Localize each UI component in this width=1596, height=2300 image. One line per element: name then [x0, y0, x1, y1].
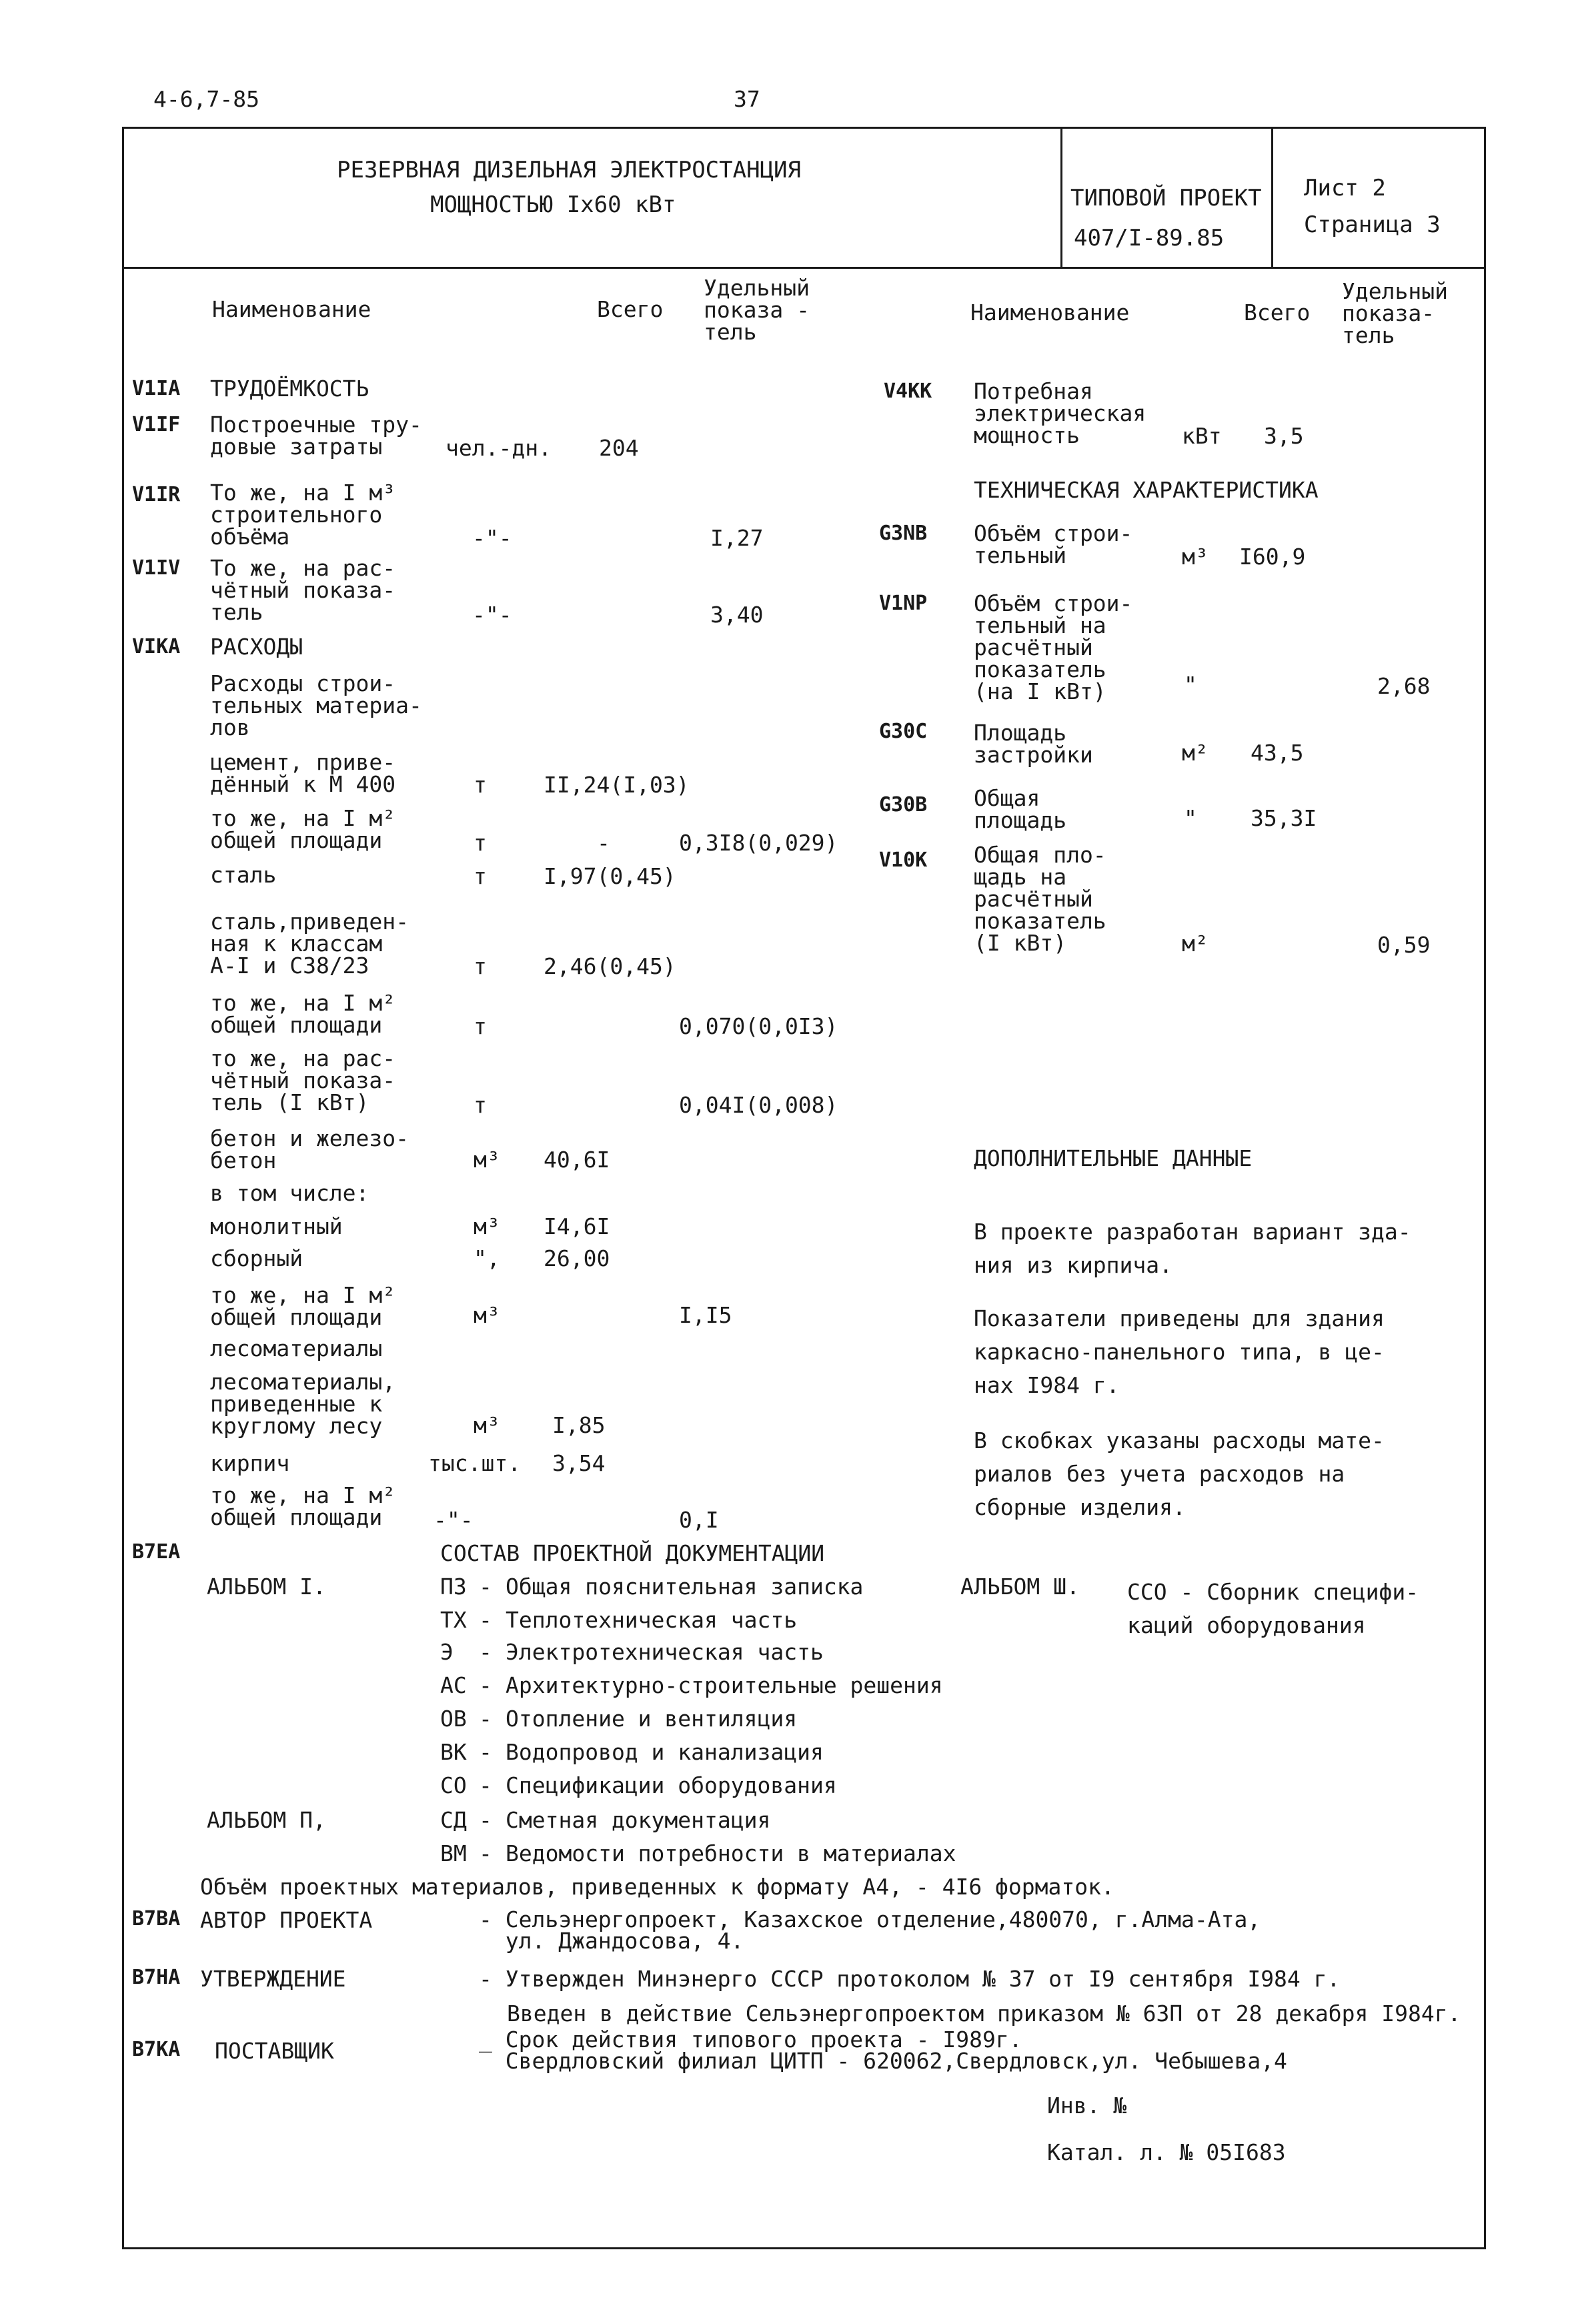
doc-item-abbr: Э [440, 1639, 454, 1665]
doc-item-dash: - [479, 1672, 492, 1698]
page-reference: Страница 3 [1304, 211, 1441, 238]
row-unit: м³ [474, 1213, 500, 1239]
enacted-text: Введен в действие Сельэнергопроектом приказом № 63П от 28 декабря I984г. [507, 2000, 1461, 2027]
row-code: G30C [879, 720, 928, 743]
header-name-right: Наименование [970, 300, 1130, 326]
row-total: I,85 [552, 1412, 606, 1438]
row-specific: 0,59 [1377, 932, 1431, 958]
header-total-right: Всего [1244, 300, 1311, 326]
header-specific: Удельный показа - тель [704, 275, 810, 345]
row-code: V1IA [132, 377, 181, 400]
row-name: то же, на рас- чётный показа- тель (I кВт) [210, 1045, 396, 1115]
row-name: То же, на I м³ строительного объёма [210, 480, 396, 550]
additional-paragraph-1: В проекте разработан вариант зда- ния из кирпича. [974, 1219, 1411, 1278]
title-divider-1 [1060, 127, 1062, 269]
row-unit: м³ [474, 1302, 500, 1328]
album-1-label: АЛЬБОМ I. [207, 1574, 326, 1600]
row-specific: 3,40 [710, 602, 764, 628]
doc-item-abbr: ВК [440, 1739, 467, 1765]
row-total: I60,9 [1239, 544, 1306, 570]
row-specific: 0,I [679, 1507, 719, 1533]
row-code: G30B [879, 793, 928, 816]
title-line-2: МОЩНОСТЬЮ Iх60 кВт [430, 191, 676, 218]
row-name: Потребная электрическая мощность [974, 378, 1146, 448]
doc-item-text: Электротехническая часть [506, 1639, 824, 1665]
row-total: 204 [599, 435, 639, 461]
doc-item-text: Спецификации оборудования [506, 1772, 837, 1798]
author-code: B7BA [132, 1907, 181, 1930]
tech-characteristics-heading: ТЕХНИЧЕСКАЯ ХАРАКТЕРИСТИКА [974, 477, 1319, 503]
header-name: Наименование [212, 296, 371, 322]
doc-item-abbr: ПЗ [440, 1574, 467, 1600]
row-total: I,97(0,45) [544, 863, 676, 889]
row-code: V1IR [132, 483, 181, 506]
row-unit: т [474, 863, 487, 889]
row-name: Объём строи- тельный на расчётный показатель (на I кВт) [974, 590, 1133, 704]
additional-data-heading: ДОПОЛНИТЕЛЬНЫЕ ДАННЫЕ [974, 1145, 1253, 1171]
row-specific: 0,04I(0,008) [679, 1092, 838, 1118]
row-total: 3,54 [552, 1450, 606, 1476]
doc-item-dash: - [479, 1706, 492, 1732]
row-name: кирпич [210, 1450, 290, 1476]
row-code: VIKA [132, 635, 181, 658]
row-total: 40,6I [544, 1147, 610, 1173]
row-total: 3,5 [1264, 423, 1304, 449]
row-total: 26,00 [544, 1245, 610, 1271]
row-total: I4,6I [544, 1213, 610, 1239]
row-name: в том числе: [210, 1180, 369, 1206]
album-2-label: АЛЬБОМ П, [207, 1807, 326, 1833]
page-number: 37 [734, 86, 760, 112]
row-code: V1IV [132, 556, 181, 580]
row-name: Объём строи- тельный [974, 520, 1133, 568]
additional-paragraph-3: В скобках указаны расходы мате- риалов без учета расходов на сборные изделия. [974, 1427, 1385, 1520]
row-unit: т [474, 772, 487, 798]
row-name: ТРУДОЁМКОСТЬ [210, 376, 369, 402]
row-unit: тыс.шт. [428, 1450, 522, 1476]
doc-item-dash: - [479, 1574, 492, 1600]
row-total: II,24(I,03) [544, 772, 690, 798]
row-unit: т [474, 953, 487, 979]
row-unit: т [474, 1013, 487, 1039]
album-3-label: АЛЬБОМ Ш. [960, 1574, 1080, 1600]
doc-item-text: Архитектурно-строительные решения [506, 1672, 943, 1698]
row-unit: чел.-дн. [446, 435, 552, 461]
row-specific: I,27 [710, 525, 764, 551]
doc-item-abbr: ВМ [440, 1840, 467, 1866]
doc-item-text: Водопровод и канализация [506, 1739, 824, 1765]
row-name: то же, на I м² общей площади [210, 990, 396, 1038]
row-unit: т [474, 830, 487, 856]
doc-item-dash: - [479, 1739, 492, 1765]
row-name: сталь,приведен- ная к классам А-I и С38/23 [210, 909, 410, 979]
row-specific: 0,3I8(0,029) [679, 830, 838, 856]
title-line-1: РЕЗЕРВНАЯ ДИЗЕЛЬНАЯ ЭЛЕКТРОСТАНЦИЯ [337, 157, 801, 183]
row-name: Общая пло- щадь на расчётный показатель (I кВт) [974, 842, 1106, 956]
row-name: Расходы строи- тельных материа- лов [210, 670, 422, 740]
row-unit: " [1184, 805, 1197, 831]
row-specific: I,I5 [679, 1302, 732, 1328]
inventory-number: Инв. № [1047, 2093, 1127, 2119]
project-number: 407/I-89.85 [1074, 225, 1225, 251]
row-specific: 0,070(0,0I3) [679, 1013, 838, 1039]
doc-item-text: Общая пояснительная записка [506, 1574, 864, 1600]
row-unit: -"- [434, 1507, 474, 1533]
row-name: бетон и железо- бетон [210, 1125, 410, 1173]
row-unit: м² [1182, 931, 1209, 957]
row-unit: -"- [472, 525, 512, 551]
doc-item-text: Ведомости потребности в материалах [506, 1840, 956, 1866]
row-name: сталь [210, 862, 277, 888]
doc-item-abbr: СД [440, 1807, 467, 1833]
row-name: цемент, приве- дённый к М 400 [210, 749, 396, 797]
title-divider-2 [1271, 127, 1273, 269]
doc-item-text: Теплотехническая часть [506, 1607, 798, 1633]
row-total: 2,46(0,45) [544, 953, 676, 979]
row-code: V1IF [132, 413, 181, 436]
row-specific: 2,68 [1377, 673, 1431, 699]
row-name: Площадь застройки [974, 720, 1093, 768]
row-unit: м³ [474, 1412, 500, 1438]
row-code: G3NB [879, 522, 928, 545]
row-code: V4KK [884, 380, 932, 403]
row-code: V1NP [879, 592, 928, 615]
supplier-code: B7KA [132, 2038, 181, 2061]
doc-item-text: Отопление и вентиляция [506, 1706, 798, 1732]
doc-item-abbr: ОВ [440, 1706, 467, 1732]
doc-item-dash: - [479, 1807, 492, 1833]
doc-item-dash: - [479, 1840, 492, 1866]
author-text: - Сельэнергопроект, Казахское отделение,480070, г.Алма-Ата, ул. Джандосова, 4. [479, 1906, 1261, 1954]
row-unit: -"- [472, 602, 512, 628]
approval-text: - Утвержден Минэнерго СССР протоколом № 37 от I9 сентября I984 г. [479, 1966, 1341, 1992]
row-name: Построечные тру- довые затраты [210, 412, 422, 460]
sheet-number: Лист 2 [1304, 175, 1386, 201]
row-name: то же, на I м² общей площади [210, 805, 396, 853]
doc-item-abbr: АС [440, 1672, 467, 1698]
row-total: 35,3I [1251, 805, 1317, 831]
documentation-volume: Объём проектных материалов, приведенных к формату А4, - 4I6 форматок. [200, 1874, 1114, 1900]
row-unit: ", [474, 1245, 500, 1271]
header-specific-right: Удельный показа- тель [1342, 278, 1448, 348]
row-unit: м³ [1182, 544, 1209, 570]
row-code: V10K [879, 848, 928, 872]
project-label: ТИПОВОЙ ПРОЕКТ [1070, 185, 1262, 211]
documentation-heading: СОСТАВ ПРОЕКТНОЙ ДОКУМЕНТАЦИИ [440, 1540, 825, 1566]
row-unit: м³ [474, 1147, 500, 1173]
header-total: Всего [597, 296, 664, 322]
row-name: лесоматериалы [210, 1335, 383, 1361]
row-name: лесоматериалы, приведенные к круглому лесу [210, 1369, 396, 1439]
supplier-label: ПОСТАВЩИК [215, 2038, 334, 2064]
catalog-number: Катал. л. № 05I683 [1047, 2139, 1286, 2165]
additional-paragraph-2: Показатели приведены для здания каркасно-панельного типа, в це- нах I984 г. [974, 1305, 1385, 1398]
row-name: то же, на I м² общей площади [210, 1482, 396, 1530]
row-unit: м² [1182, 740, 1209, 766]
doc-item-dash: - [479, 1772, 492, 1798]
row-name: то же, на I м² общей площади [210, 1282, 396, 1330]
row-name: То же, на рас- чётный показа- тель [210, 555, 396, 625]
doc-item-abbr: ТХ [440, 1607, 467, 1633]
documentation-code: B7EA [132, 1540, 181, 1564]
row-unit: кВт [1182, 423, 1222, 449]
approval-label: УТВЕРЖДЕНИЕ [200, 1966, 346, 1992]
album-3-item: ССО - Сборник специфи- каций оборудования [1127, 1579, 1419, 1638]
row-unit: т [474, 1092, 487, 1118]
doc-item-abbr: СО [440, 1772, 467, 1798]
row-total: 43,5 [1251, 740, 1304, 766]
document-code: 4-6,7-85 [153, 86, 259, 112]
approval-code: B7HA [132, 1966, 181, 1989]
row-name: сборный [210, 1245, 303, 1271]
row-name: монолитный [210, 1213, 343, 1239]
title-block-divider [122, 267, 1486, 269]
row-total: - [597, 830, 610, 856]
doc-item-text: Сметная документация [506, 1807, 771, 1833]
row-name: РАСХОДЫ [210, 634, 303, 660]
author-label: АВТОР ПРОЕКТА [200, 1907, 373, 1933]
doc-item-dash: - [479, 1607, 492, 1633]
row-unit: " [1184, 672, 1197, 698]
supplier-text: _ Срок действия типового проекта - I989г. Свердловский филиал ЦИТП - 620062,Свердловск,ул. Чебышева,4 [479, 2027, 1287, 2074]
doc-item-dash: - [479, 1639, 492, 1665]
row-name: Общая площадь [974, 785, 1067, 833]
